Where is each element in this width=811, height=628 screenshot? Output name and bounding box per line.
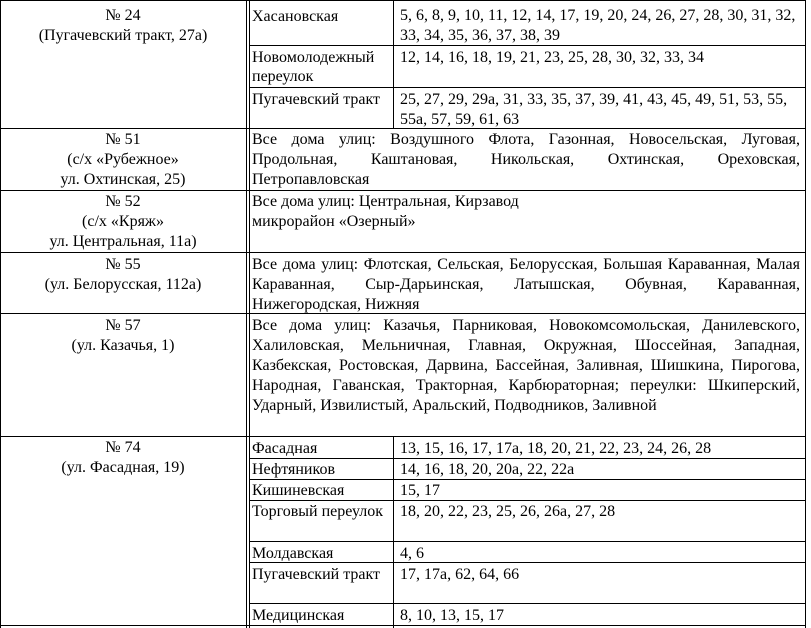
row-border-24-a xyxy=(249,45,806,46)
column-divider-school xyxy=(246,0,247,628)
school-55-cell: № 55 (ул. Белорусская, 112а) xyxy=(44,256,202,293)
houses-torgovy-pereulok: 18, 20, 22, 23, 25, 26, 26а, 27, 28 xyxy=(400,503,616,520)
street-fasadnaya: Фасадная xyxy=(252,440,318,457)
houses-pugachevsky-trakt: 25, 27, 29, 29а, 31, 33, 35, 37, 39, 41, 43, 45, 49, 51, 53, 55, 55а, 57, 59, 61, 63 xyxy=(400,91,788,128)
row-border-57 xyxy=(0,313,806,314)
column-divider-school-inner xyxy=(249,0,250,628)
streets-55-cell: Все дома улиц: Флотская, Сельская, Белорусская, Большая Караванная, Малая Караванная, Сыр-Дарьинская, Латышская, Обувная, Караванная, Нижегородская, Нижняя xyxy=(252,256,800,313)
houses-pugachevsky-trakt-74: 17, 17а, 62, 64, 66 xyxy=(400,566,520,583)
row-border-74-b xyxy=(249,479,806,480)
row-border-52 xyxy=(0,190,806,191)
row-border-top xyxy=(0,0,806,1)
table-border-left xyxy=(0,0,1,628)
street-moldavskaya: Молдавская xyxy=(252,545,334,562)
row-border-74-d xyxy=(249,541,806,542)
school-51-cell: № 51 (с/х «Рубежное» ул. Охтинская, 25) xyxy=(60,131,186,188)
school-74-cell: № 74 (ул. Фасадная, 19) xyxy=(61,439,185,476)
row-border-bottom xyxy=(0,625,806,626)
row-border-55 xyxy=(0,252,806,253)
row-border-74-e xyxy=(249,562,806,563)
houses-moldavskaya: 4, 6 xyxy=(400,545,424,562)
street-pugachevsky-trakt: Пугачевский тракт xyxy=(252,91,381,108)
row-border-74 xyxy=(0,436,806,437)
houses-fasadnaya: 13, 15, 16, 17, 17а, 18, 20, 21, 22, 23, 24, 26, 28 xyxy=(400,440,712,457)
streets-57-cell: Все дома улиц: Казачья, Парниковая, Новокомсомольская, Данилевского, Халиловская, Мельничная, Главная, Окружная, Шоссейная, Западная, Казбекская, Ростовская, Дарвина, Бассейная, Заливная, Шишкина, Пирогова, Народная, Гаванская, Тракторная, Карбюраторная; переулки: Шкиперский, Ударный, Извилистый, Аральский, Подводников, Заливной xyxy=(252,317,800,414)
street-kishinevskaya: Кишиневская xyxy=(252,482,345,499)
houses-novomolodezhny: 12, 14, 16, 18, 19, 21, 23, 25, 28, 30, 32, 33, 34 xyxy=(400,49,704,66)
street-khasanovskaya: Хасановская xyxy=(252,8,339,25)
streets-52-cell: Все дома улиц: Центральная, Кирзавод микрорайон «Озерный» xyxy=(252,193,519,230)
row-border-74-a xyxy=(249,458,806,459)
row-border-74-f xyxy=(249,603,806,604)
street-torgovy-pereulok: Торговый переулок xyxy=(252,503,384,520)
street-pugachevsky-trakt-74: Пугачевский тракт xyxy=(252,566,381,583)
houses-neftyanikov: 14, 16, 18, 20, 20а, 22, 22а xyxy=(400,461,575,478)
row-border-24-b xyxy=(249,87,806,88)
row-border-51 xyxy=(0,128,806,129)
column-divider-houses-74 xyxy=(393,436,394,628)
school-24-cell: № 24 (Пугачевский тракт, 27а) xyxy=(38,7,208,44)
school-52-cell: № 52 (с/х «Кряж» ул. Центральная, 11а) xyxy=(49,193,197,250)
row-border-74-c xyxy=(249,500,806,501)
column-divider-houses-24 xyxy=(393,0,394,128)
houses-meditsinskaya: 8, 10, 13, 15, 17 xyxy=(400,607,504,624)
houses-kishinevskaya: 15, 17 xyxy=(400,482,440,499)
street-meditsinskaya: Медицинская xyxy=(252,607,345,624)
houses-khasanovskaya: 5, 6, 8, 9, 10, 11, 12, 14, 17, 19, 20, 24, 26, 27, 28, 30, 31, 32, 33, 34, 35, 36, 37, 38, 39 xyxy=(400,7,796,44)
street-novomolodezhny: Новомолодежный переулок xyxy=(252,49,375,85)
streets-51-cell: Все дома улиц: Воздушного Флота, Газонная, Новосельская, Луговая, Продольная, Каштановая, Никольская, Охтинская, Ореховская, Петропавловская xyxy=(252,131,800,188)
table-border-right xyxy=(805,0,806,628)
street-neftyanikov: Нефтяников xyxy=(252,461,335,478)
school-57-cell: № 57 (ул. Казачья, 1) xyxy=(71,317,175,354)
